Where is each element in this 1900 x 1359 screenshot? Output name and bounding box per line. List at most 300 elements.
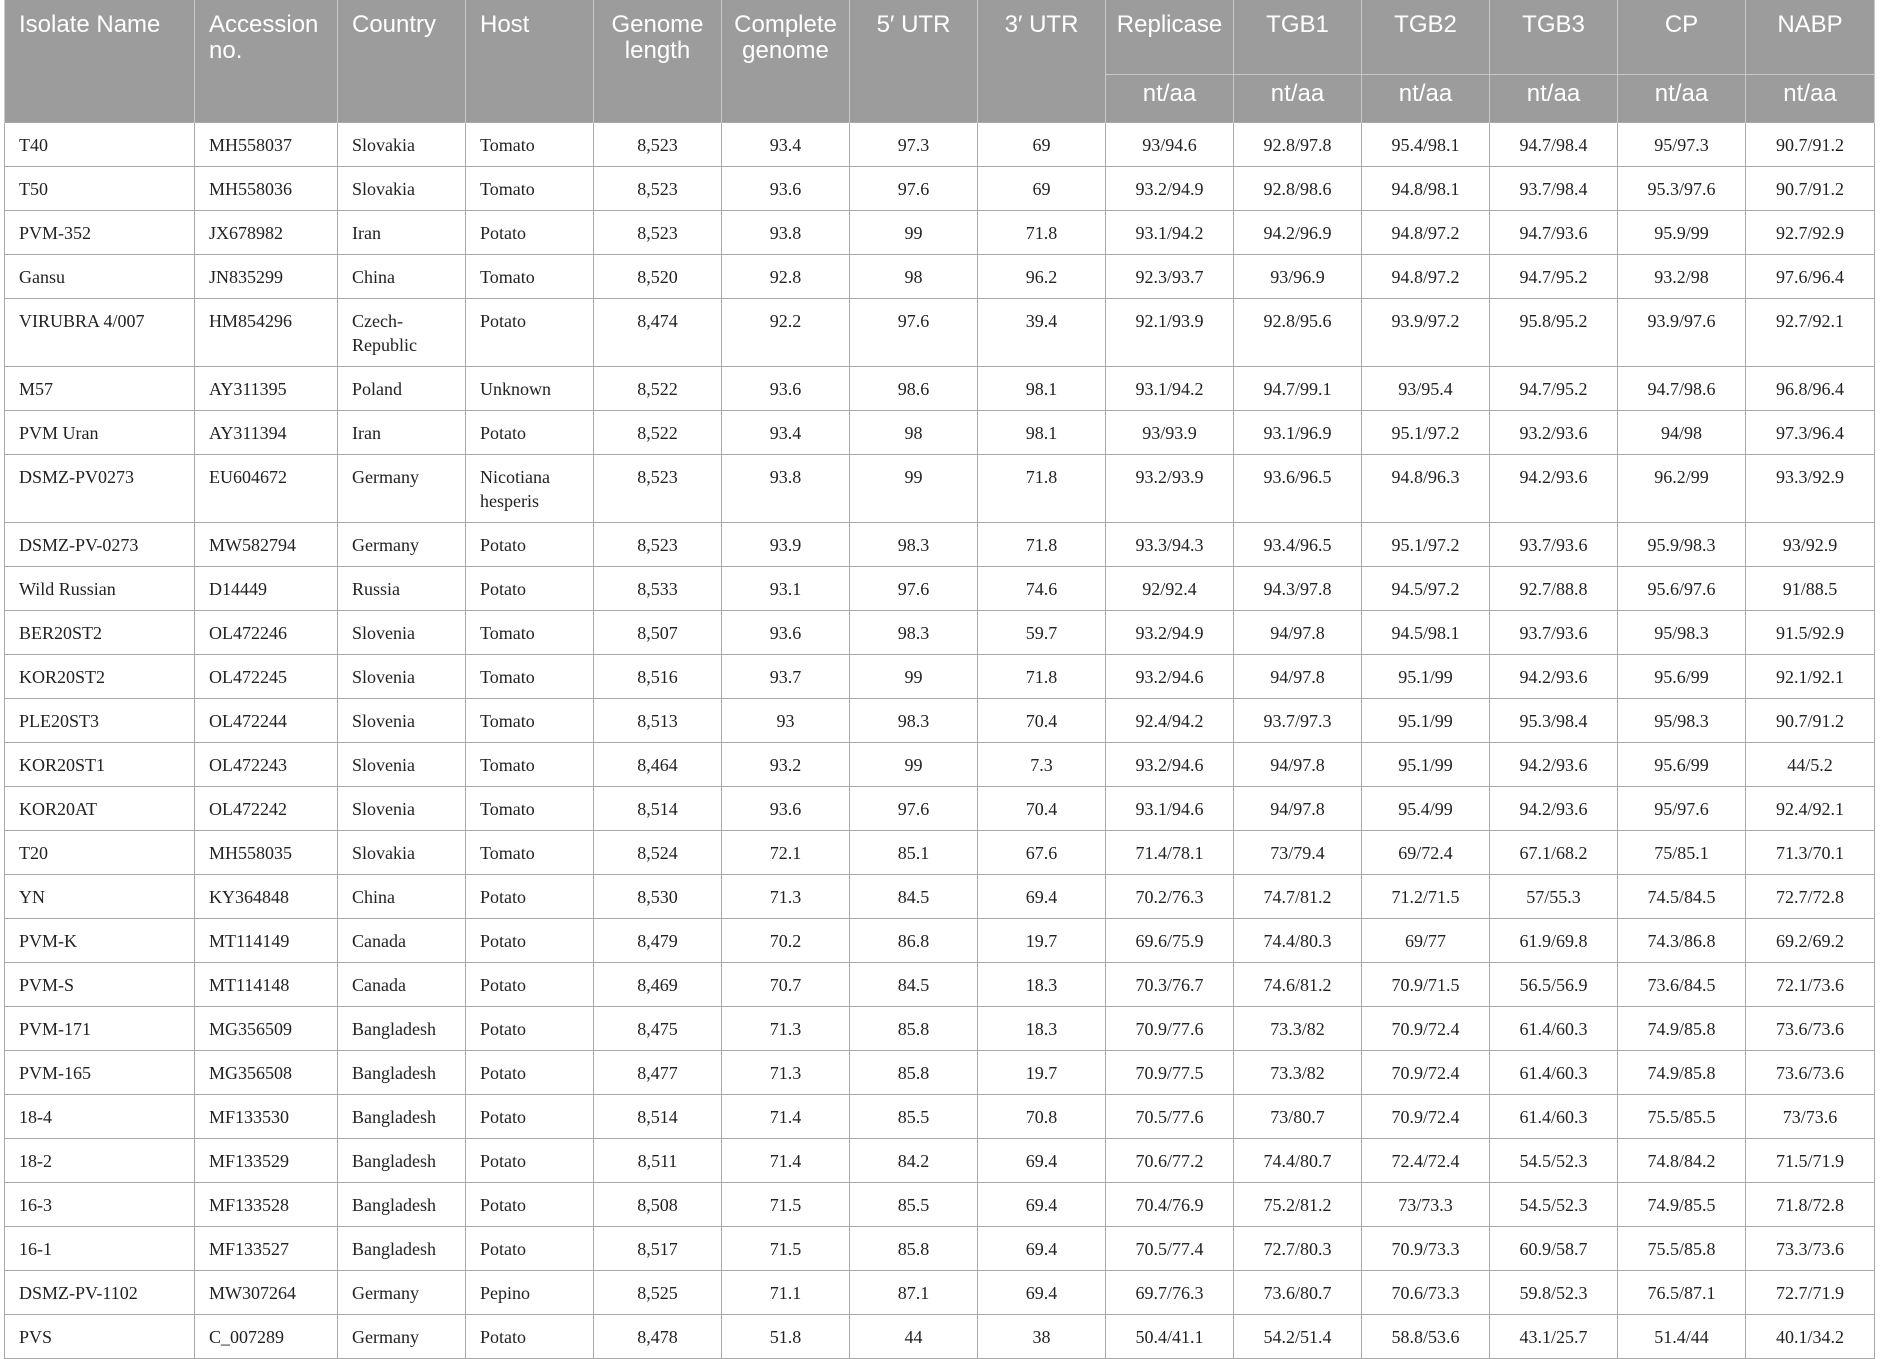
table-row [5,167,1875,211]
cell-nabp: 90.7/91.2 [1746,123,1875,167]
cell-replicase: 92/92.4 [1106,567,1234,611]
cell-host: Potato [466,1139,594,1183]
header-genome-length: Genome length [594,0,722,123]
cell-accession-no: KY364848 [195,875,338,919]
cell-replicase: 93.1/94.2 [1106,211,1234,255]
cell-nabp: 93/92.9 [1746,523,1875,567]
cell-tgb3: 43.1/25.7 [1490,1315,1618,1359]
cell-complete-genome: 92.8 [722,255,850,299]
cell-tgb2: 95.1/99 [1362,743,1490,787]
cell-3-utr: 71.8 [978,211,1106,255]
cell-host: Potato [466,963,594,1007]
cell-tgb1: 74.7/81.2 [1234,875,1362,919]
cell-host: Potato [466,299,594,367]
cell-replicase: 70.2/76.3 [1106,875,1234,919]
header-3-utr: 3′ UTR [978,0,1106,123]
cell-complete-genome: 93.1 [722,567,850,611]
cell-cp: 74.5/84.5 [1618,875,1746,919]
cell-3-utr: 74.6 [978,567,1106,611]
cell-accession-no: MT114148 [195,963,338,1007]
cell-nabp: 72.7/72.8 [1746,875,1875,919]
table-row [5,1315,1875,1359]
cell-accession-no: C_007289 [195,1315,338,1359]
cell-complete-genome: 71.3 [722,875,850,919]
cell-3-utr: 59.7 [978,611,1106,655]
header-complete-genome: Complete genome [722,0,850,123]
cell-5-utr: 85.1 [850,831,978,875]
cell-genome-length: 8,507 [594,611,722,655]
cell-5-utr: 98.3 [850,699,978,743]
cell-5-utr: 86.8 [850,919,978,963]
cell-5-utr: 85.8 [850,1227,978,1271]
cell-tgb2: 95.4/98.1 [1362,123,1490,167]
table-row [5,1271,1875,1315]
cell-accession-no: MT114149 [195,919,338,963]
cell-tgb3: 93.2/93.6 [1490,411,1618,455]
cell-country: Slovenia [338,743,466,787]
header-tgb2: TGB2 [1362,0,1490,75]
cell-replicase: 93/94.6 [1106,123,1234,167]
cell-genome-length: 8,533 [594,567,722,611]
cell-nabp: 69.2/69.2 [1746,919,1875,963]
cell-genome-length: 8,475 [594,1007,722,1051]
cell-complete-genome: 71.4 [722,1139,850,1183]
cell-3-utr: 69 [978,123,1106,167]
cell-genome-length: 8,513 [594,699,722,743]
cell-cp: 75/85.1 [1618,831,1746,875]
cell-isolate-name: T40 [5,123,195,167]
cell-cp: 76.5/87.1 [1618,1271,1746,1315]
cell-isolate-name: PVM-K [5,919,195,963]
cell-cp: 95/97.6 [1618,787,1746,831]
cell-host: Potato [466,567,594,611]
cell-isolate-name: 18-4 [5,1095,195,1139]
cell-accession-no: MF133529 [195,1139,338,1183]
cell-3-utr: 71.8 [978,455,1106,523]
cell-tgb1: 73.3/82 [1234,1051,1362,1095]
cell-complete-genome: 71.3 [722,1051,850,1095]
cell-tgb3: 95.8/95.2 [1490,299,1618,367]
cell-accession-no: MF133530 [195,1095,338,1139]
cell-accession-no: MH558036 [195,167,338,211]
header-nabp: NABP [1746,0,1875,75]
cell-3-utr: 71.8 [978,655,1106,699]
cell-complete-genome: 70.7 [722,963,850,1007]
cell-tgb2: 70.6/73.3 [1362,1271,1490,1315]
cell-host: Tomato [466,123,594,167]
cell-5-utr: 99 [850,743,978,787]
cell-tgb3: 94.2/93.6 [1490,455,1618,523]
cell-nabp: 73.3/73.6 [1746,1227,1875,1271]
cell-nabp: 92.4/92.1 [1746,787,1875,831]
cell-host: Potato [466,875,594,919]
cell-tgb1: 94/97.8 [1234,611,1362,655]
cell-tgb1: 93.4/96.5 [1234,523,1362,567]
cell-nabp: 92.1/92.1 [1746,655,1875,699]
table-row [5,1095,1875,1139]
table-row [5,655,1875,699]
cell-host: Tomato [466,655,594,699]
cell-host: Nicotiana hesperis [466,455,594,523]
cell-tgb2: 71.2/71.5 [1362,875,1490,919]
cell-isolate-name: VIRUBRA 4/007 [5,299,195,367]
cell-replicase: 70.6/77.2 [1106,1139,1234,1183]
header-cp: CP [1618,0,1746,75]
cell-country: Slovakia [338,123,466,167]
cell-complete-genome: 51.8 [722,1315,850,1359]
cell-complete-genome: 71.3 [722,1007,850,1051]
cell-replicase: 70.3/76.7 [1106,963,1234,1007]
cell-3-utr: 7.3 [978,743,1106,787]
cell-tgb2: 95.1/99 [1362,655,1490,699]
header-tgb2-unit: nt/aa [1362,75,1490,123]
cell-3-utr: 69.4 [978,1271,1106,1315]
identity-table [4,0,1875,1359]
cell-tgb1: 93/96.9 [1234,255,1362,299]
cell-genome-length: 8,514 [594,1095,722,1139]
cell-host: Tomato [466,743,594,787]
cell-cp: 93.9/97.6 [1618,299,1746,367]
cell-nabp: 73.6/73.6 [1746,1051,1875,1095]
cell-accession-no: MG356508 [195,1051,338,1095]
cell-host: Potato [466,211,594,255]
table-row [5,211,1875,255]
cell-tgb2: 94.8/97.2 [1362,211,1490,255]
cell-nabp: 96.8/96.4 [1746,367,1875,411]
table-row [5,1227,1875,1271]
cell-3-utr: 70.4 [978,699,1106,743]
cell-country: China [338,875,466,919]
cell-accession-no: OL472243 [195,743,338,787]
cell-5-utr: 99 [850,211,978,255]
table-row [5,367,1875,411]
cell-tgb3: 61.4/60.3 [1490,1051,1618,1095]
cell-isolate-name: 18-2 [5,1139,195,1183]
cell-genome-length: 8,469 [594,963,722,1007]
cell-country: Bangladesh [338,1227,466,1271]
cell-replicase: 93.1/94.6 [1106,787,1234,831]
table-row [5,255,1875,299]
cell-replicase: 92.3/93.7 [1106,255,1234,299]
cell-5-utr: 97.6 [850,787,978,831]
cell-tgb3: 94.7/98.4 [1490,123,1618,167]
cell-5-utr: 97.6 [850,299,978,367]
cell-host: Pepino [466,1271,594,1315]
cell-3-utr: 18.3 [978,963,1106,1007]
cell-3-utr: 98.1 [978,411,1106,455]
cell-accession-no: JN835299 [195,255,338,299]
cell-host: Potato [466,919,594,963]
table-body [5,123,1875,1359]
table-header [5,0,1875,123]
cell-accession-no: EU604672 [195,455,338,523]
cell-host: Tomato [466,255,594,299]
cell-tgb1: 92.8/98.6 [1234,167,1362,211]
cell-nabp: 90.7/91.2 [1746,167,1875,211]
cell-isolate-name: PVM-S [5,963,195,1007]
table-row [5,1183,1875,1227]
cell-accession-no: AY311395 [195,367,338,411]
cell-tgb3: 94.2/93.6 [1490,655,1618,699]
cell-isolate-name: 16-3 [5,1183,195,1227]
cell-tgb3: 93.7/93.6 [1490,523,1618,567]
cell-cp: 96.2/99 [1618,455,1746,523]
cell-tgb3: 61.4/60.3 [1490,1095,1618,1139]
cell-country: Bangladesh [338,1139,466,1183]
cell-complete-genome: 93.6 [722,167,850,211]
cell-replicase: 92.4/94.2 [1106,699,1234,743]
cell-cp: 94/98 [1618,411,1746,455]
cell-tgb1: 73/79.4 [1234,831,1362,875]
cell-cp: 95/98.3 [1618,699,1746,743]
cell-tgb3: 54.5/52.3 [1490,1139,1618,1183]
cell-genome-length: 8,511 [594,1139,722,1183]
table-row [5,699,1875,743]
cell-nabp: 91/88.5 [1746,567,1875,611]
cell-tgb2: 70.9/73.3 [1362,1227,1490,1271]
cell-3-utr: 69 [978,167,1106,211]
cell-complete-genome: 93.8 [722,211,850,255]
cell-accession-no: OL472244 [195,699,338,743]
header-tgb1-unit: nt/aa [1234,75,1362,123]
header-tgb3: TGB3 [1490,0,1618,75]
cell-3-utr: 69.4 [978,1183,1106,1227]
cell-tgb3: 94.7/95.2 [1490,367,1618,411]
cell-genome-length: 8,477 [594,1051,722,1095]
cell-nabp: 72.7/71.9 [1746,1271,1875,1315]
cell-tgb2: 94.5/97.2 [1362,567,1490,611]
cell-host: Potato [466,1183,594,1227]
cell-genome-length: 8,523 [594,167,722,211]
cell-replicase: 70.9/77.5 [1106,1051,1234,1095]
cell-accession-no: MF133527 [195,1227,338,1271]
cell-isolate-name: YN [5,875,195,919]
cell-country: Iran [338,211,466,255]
cell-replicase: 69.7/76.3 [1106,1271,1234,1315]
cell-host: Potato [466,523,594,567]
header-tgb1: TGB1 [1234,0,1362,75]
cell-accession-no: HM854296 [195,299,338,367]
table-row [5,1139,1875,1183]
table-row [5,567,1875,611]
cell-nabp: 72.1/73.6 [1746,963,1875,1007]
cell-host: Unknown [466,367,594,411]
table-row [5,411,1875,455]
cell-3-utr: 19.7 [978,919,1106,963]
cell-genome-length: 8,525 [594,1271,722,1315]
cell-tgb2: 69/77 [1362,919,1490,963]
cell-accession-no: OL472245 [195,655,338,699]
cell-complete-genome: 71.5 [722,1183,850,1227]
cell-cp: 95.6/99 [1618,743,1746,787]
cell-cp: 75.5/85.8 [1618,1227,1746,1271]
header-replicase: Replicase [1106,0,1234,75]
cell-5-utr: 85.5 [850,1095,978,1139]
cell-isolate-name: PVS [5,1315,195,1359]
cell-replicase: 70.5/77.6 [1106,1095,1234,1139]
cell-country: Bangladesh [338,1095,466,1139]
cell-cp: 95.9/99 [1618,211,1746,255]
table-row [5,1007,1875,1051]
cell-complete-genome: 93.4 [722,123,850,167]
cell-3-utr: 69.4 [978,875,1106,919]
cell-country: Canada [338,919,466,963]
cell-replicase: 93.3/94.3 [1106,523,1234,567]
cell-tgb2: 72.4/72.4 [1362,1139,1490,1183]
cell-complete-genome: 71.1 [722,1271,850,1315]
cell-5-utr: 85.8 [850,1007,978,1051]
cell-3-utr: 69.4 [978,1227,1106,1271]
cell-host: Tomato [466,699,594,743]
cell-tgb1: 75.2/81.2 [1234,1183,1362,1227]
cell-nabp: 73/73.6 [1746,1095,1875,1139]
cell-country: Slovenia [338,655,466,699]
header-tgb3-unit: nt/aa [1490,75,1618,123]
cell-3-utr: 70.4 [978,787,1106,831]
cell-genome-length: 8,516 [594,655,722,699]
cell-accession-no: JX678982 [195,211,338,255]
cell-cp: 75.5/85.5 [1618,1095,1746,1139]
cell-accession-no: MF133528 [195,1183,338,1227]
table-row [5,1051,1875,1095]
cell-complete-genome: 70.2 [722,919,850,963]
cell-genome-length: 8,474 [594,299,722,367]
cell-tgb3: 93.7/98.4 [1490,167,1618,211]
cell-country: Slovakia [338,167,466,211]
cell-country: Germany [338,1271,466,1315]
cell-nabp: 91.5/92.9 [1746,611,1875,655]
table-row [5,919,1875,963]
cell-5-utr: 44 [850,1315,978,1359]
cell-tgb1: 93.7/97.3 [1234,699,1362,743]
cell-3-utr: 39.4 [978,299,1106,367]
cell-tgb2: 93/95.4 [1362,367,1490,411]
identity-table-container [4,0,1872,1359]
cell-tgb1: 94.7/99.1 [1234,367,1362,411]
cell-5-utr: 84.5 [850,875,978,919]
cell-host: Potato [466,411,594,455]
cell-accession-no: D14449 [195,567,338,611]
table-row [5,831,1875,875]
cell-tgb1: 74.6/81.2 [1234,963,1362,1007]
cell-nabp: 92.7/92.1 [1746,299,1875,367]
cell-isolate-name: KOR20AT [5,787,195,831]
cell-tgb1: 94/97.8 [1234,743,1362,787]
cell-tgb1: 93.6/96.5 [1234,455,1362,523]
cell-genome-length: 8,523 [594,523,722,567]
cell-cp: 74.3/86.8 [1618,919,1746,963]
cell-genome-length: 8,520 [594,255,722,299]
table-row [5,611,1875,655]
cell-genome-length: 8,523 [594,455,722,523]
cell-3-utr: 70.8 [978,1095,1106,1139]
header-host: Host [466,0,594,123]
cell-tgb3: 59.8/52.3 [1490,1271,1618,1315]
cell-complete-genome: 93.6 [722,787,850,831]
cell-tgb2: 95.1/97.2 [1362,411,1490,455]
cell-cp: 95.6/99 [1618,655,1746,699]
cell-accession-no: OL472242 [195,787,338,831]
cell-accession-no: OL472246 [195,611,338,655]
cell-tgb2: 93.9/97.2 [1362,299,1490,367]
cell-5-utr: 98.3 [850,523,978,567]
cell-host: Tomato [466,787,594,831]
cell-country: China [338,255,466,299]
cell-country: Slovenia [338,611,466,655]
cell-cp: 74.9/85.8 [1618,1051,1746,1095]
cell-tgb3: 95.3/98.4 [1490,699,1618,743]
cell-5-utr: 98.6 [850,367,978,411]
cell-complete-genome: 93.4 [722,411,850,455]
cell-tgb3: 57/55.3 [1490,875,1618,919]
cell-5-utr: 84.5 [850,963,978,1007]
cell-genome-length: 8,464 [594,743,722,787]
cell-isolate-name: PVM-352 [5,211,195,255]
cell-genome-length: 8,514 [594,787,722,831]
cell-host: Potato [466,1227,594,1271]
cell-isolate-name: BER20ST2 [5,611,195,655]
cell-tgb3: 61.4/60.3 [1490,1007,1618,1051]
cell-cp: 74.8/84.2 [1618,1139,1746,1183]
cell-5-utr: 97.3 [850,123,978,167]
table-row [5,299,1875,367]
cell-isolate-name: Wild Russian [5,567,195,611]
table-row [5,963,1875,1007]
cell-nabp: 71.8/72.8 [1746,1183,1875,1227]
cell-isolate-name: T20 [5,831,195,875]
cell-cp: 73.6/84.5 [1618,963,1746,1007]
cell-genome-length: 8,522 [594,411,722,455]
cell-isolate-name: PLE20ST3 [5,699,195,743]
table-row [5,743,1875,787]
cell-tgb3: 92.7/88.8 [1490,567,1618,611]
cell-5-utr: 97.6 [850,567,978,611]
header-accession-no: Accession no. [195,0,338,123]
cell-complete-genome: 71.5 [722,1227,850,1271]
cell-tgb1: 94.2/96.9 [1234,211,1362,255]
cell-5-utr: 98 [850,411,978,455]
cell-tgb2: 58.8/53.6 [1362,1315,1490,1359]
cell-accession-no: MW307264 [195,1271,338,1315]
cell-tgb1: 72.7/80.3 [1234,1227,1362,1271]
cell-nabp: 40.1/34.2 [1746,1315,1875,1359]
cell-genome-length: 8,478 [594,1315,722,1359]
cell-country: Bangladesh [338,1183,466,1227]
cell-country: Slovenia [338,787,466,831]
cell-replicase: 92.1/93.9 [1106,299,1234,367]
cell-country: Iran [338,411,466,455]
cell-replicase: 71.4/78.1 [1106,831,1234,875]
cell-tgb2: 95.4/99 [1362,787,1490,831]
cell-tgb2: 73/73.3 [1362,1183,1490,1227]
cell-nabp: 71.3/70.1 [1746,831,1875,875]
cell-tgb3: 94.7/95.2 [1490,255,1618,299]
cell-5-utr: 87.1 [850,1271,978,1315]
cell-genome-length: 8,479 [594,919,722,963]
cell-nabp: 97.6/96.4 [1746,255,1875,299]
cell-nabp: 44/5.2 [1746,743,1875,787]
cell-tgb2: 69/72.4 [1362,831,1490,875]
cell-complete-genome: 93.6 [722,367,850,411]
cell-tgb3: 56.5/56.9 [1490,963,1618,1007]
cell-complete-genome: 92.2 [722,299,850,367]
cell-3-utr: 98.1 [978,367,1106,411]
cell-tgb1: 94/97.8 [1234,655,1362,699]
cell-genome-length: 8,517 [594,1227,722,1271]
cell-tgb1: 54.2/51.4 [1234,1315,1362,1359]
cell-genome-length: 8,522 [594,367,722,411]
cell-5-utr: 99 [850,655,978,699]
